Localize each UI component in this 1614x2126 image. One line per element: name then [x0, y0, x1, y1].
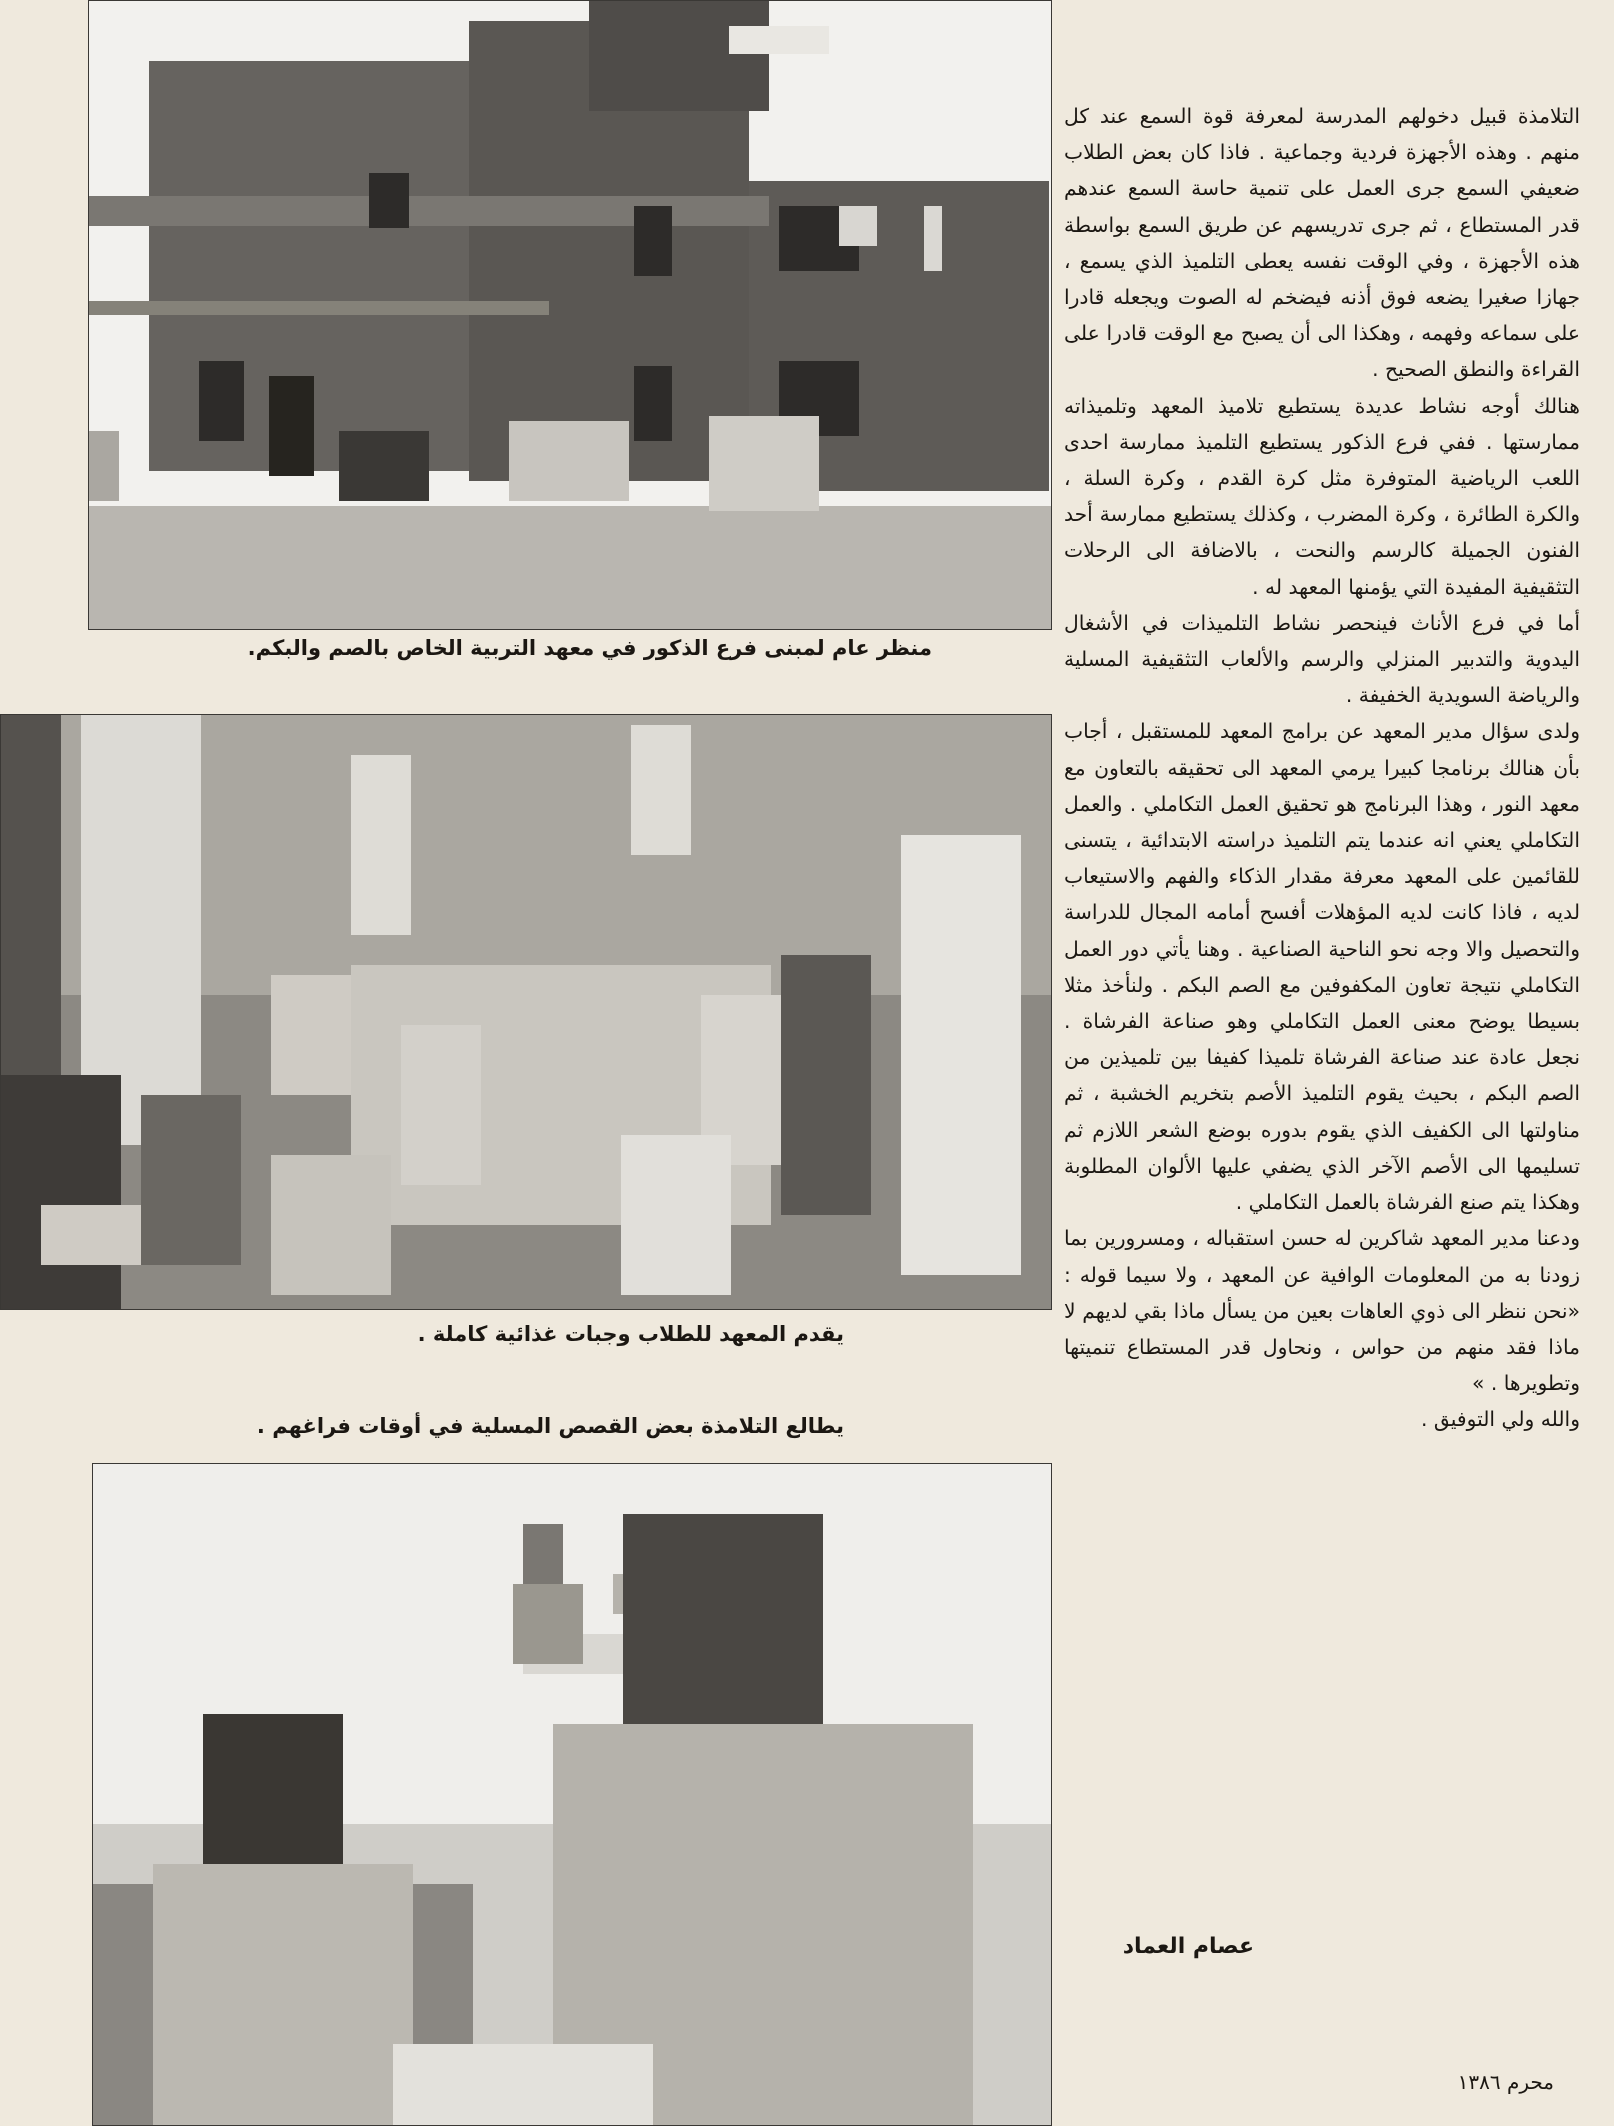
article-paragraph: التلامذة قبيل دخولهم المدرسة لمعرفة قوة السمع عند كل منهم . وهذه الأجهزة فردية وجماعية . فاذا كان بعض الطلاب ضعيفي السمع جرى العمل على تنمية حاسة السمع عندهم قدر المستطاع ، ثم جرى تدريسهم عن طريق السمع بواسطة هذه الأجهزة ، وفي الوقت نفسه يعطى التلميذ الذي يسمع ، جهازا صغيرا يضعه فوق أذنه فيضخم له الصوت ويجعله قادرا على سماعه وفهمه ، وهكذا الى أن يصبح مع الوقت قادرا على القراءة والنطق الصحيح .: [1064, 104, 1580, 382]
reading-photo-caption: يطالع التلامذة بعض القصص المسلية في أوقات فراغهم .: [256, 1414, 844, 1438]
author-name: عصام العماد: [1122, 1934, 1254, 1959]
article-paragraph: والله ولي التوفيق .: [1420, 1407, 1580, 1432]
building-photo: [88, 0, 1052, 630]
article-paragraph: أما في فرع الأناث فينحصر نشاط التلميذات في الأشغال اليدوية والتدبير المنزلي والرسم والألعاب التثقيفية المسلية والرياضة السويدية الخفيفة .: [1064, 610, 1580, 708]
article-column: [1064, 98, 1580, 1438]
page-folio: محرم ١٣٨٦: [1457, 2070, 1554, 2094]
reading-photo: [92, 1463, 1052, 2126]
article-paragraph: هنالك أوجه نشاط عديدة يستطيع تلاميذ المعهد وتلميذاته ممارستها . ففي فرع الذكور يستطيع التلميذ ممارسة احدى اللعب الرياضية المتوفرة مثل كرة القدم ، وكرة السلة ، والكرة الطائرة ، وكرة المضرب ، وكذلك يستطيع ممارسة أحد الفنون الجميلة كالرسم والنحت ، بالاضافة الى الرحلات التثقيفية المفيدة التي يؤمنها المعهد له .: [1064, 393, 1580, 599]
dining-photo-caption: يقدم المعهد للطلاب وجبات غذائية كاملة .: [417, 1322, 844, 1346]
article-paragraph: ودعنا مدير المعهد شاكرين له حسن استقباله ، ومسرورين بما زودنا به من المعلومات الوافية عن المعهد ، ولا سيما قوله : «نحن ننظر الى ذوي العاهات بعين من يسأل ماذا بقي لديهم لا ماذا فقد منهم من حواس ، ونحاول قدر المستطاع تنميتها وتطويرها . »: [1064, 1226, 1580, 1396]
article-paragraph: ولدى سؤال مدير المعهد عن برامج المعهد للمستقبل ، أجاب بأن هنالك برنامجا كبيرا يرمي المعهد الى تحقيقه بالتعاون مع معهد النور ، وهذا البرنامج هو تحقيق العمل التكاملي . والعمل التكاملي يعني انه عندما يتم التلميذ دراسته الابتدائية ، يتسنى للقائمين على المعهد معرفة مقدار الذكاء والفهم والاستيعاب لديه ، فاذا كانت لديه المؤهلات أفسح أمامه المجال للدراسة والتحصيل والا وجه نحو الناحية الصناعية . وهنا يأتي دور العمل التكاملي نتيجة تعاون المكفوفين مع الصم البكم . ولنأخذ مثلا بسيطا يوضح معنى العمل التكاملي وهو صناعة الفرشاة . نجعل عادة عند صناعة الفرشاة تلميذا كفيفا بين تلميذين من الصم البكم ، بحيث يقوم التلميذ الأصم بتخريم الخشبة ، ثم مناولتها الى الكفيف الذي يقوم بدوره بوضع الشعر اللازم ثم تسليمها الى الأصم الآخر الذي يضفي عليها الألوان المطلوبة وهكذا يتم صنع الفرشاة بالعمل التكاملي .: [1064, 719, 1580, 1215]
building-photo-caption: منظر عام لمبنى فرع الذكور في معهد التربية الخاص بالصم والبكم.: [247, 636, 932, 660]
dining-hall-photo: [0, 714, 1052, 1310]
